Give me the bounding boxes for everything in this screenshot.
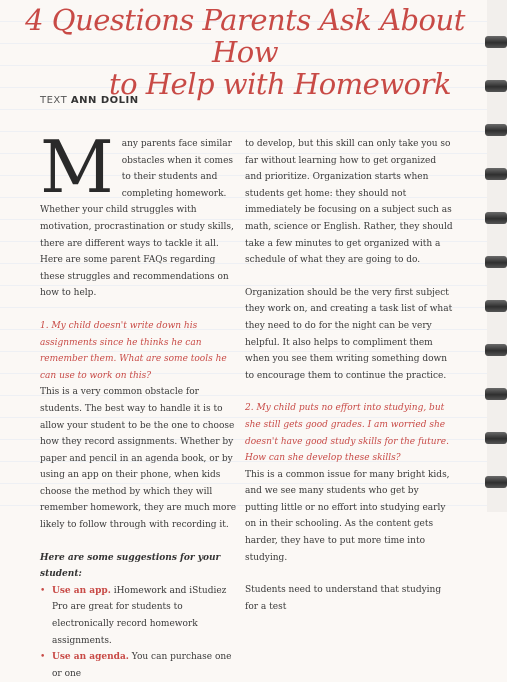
article-title xyxy=(10,4,480,100)
question-2: 2. My child puts no effort into studying, but she still gets good grades. I am worried she doesn't have good study skills for the future. How can she develop these skills? xyxy=(245,403,449,464)
author-name: ANN DOLIN xyxy=(70,95,139,106)
spiral-ring xyxy=(485,124,507,136)
drop-cap: M xyxy=(40,125,114,209)
suggestion-list xyxy=(40,583,237,682)
answer-1: This is a very common obstacle for students. The best way to handle it is to allow your student to be the one to choose how they record assignments. Whether by paper and pencil in an agenda book, or by using an app on their phone, when kids choose the method by which they will remember homework, they are much more likely to follow through with recording it. xyxy=(40,387,237,531)
spiral-ring xyxy=(485,432,507,444)
bullet-icon: • xyxy=(40,585,46,596)
byline-prefix: TEXT xyxy=(40,95,68,106)
intro-text: any parents face similar obstacles when it comes to their students and completing homework. Whether your child struggles with motivation, procrastination or study skills, there are different ways to tackle it all. Here are some parent FAQs regarding these struggles and recommendations on how to help. xyxy=(40,139,234,299)
bullet-icon: • xyxy=(40,652,46,663)
spiral-ring xyxy=(485,300,507,312)
spiral-ring xyxy=(485,168,507,180)
spiral-ring xyxy=(485,344,507,356)
byline xyxy=(40,95,139,106)
right-paragraph-2: Organization should be the very first subject they work on, and creating a task list of what they need to do for the night can be very helpful. It also helps to compliment them when you see them writing something down to encourage them to continue the practice. xyxy=(245,287,453,381)
right-paragraph-1: to develop, but this skill can only take you so far without learning how to get organized and prioritize. Organization starts when students get home: they should not immediately be focusing on a subject such as math, science or English. Rather, they should take a few minutes to get organized with a schedule of what they are going to do. xyxy=(245,139,453,266)
spiral-binding xyxy=(487,0,507,512)
left-column xyxy=(40,125,237,682)
list-item xyxy=(40,583,237,649)
intro-paragraph xyxy=(40,125,237,302)
spiral-ring xyxy=(485,36,507,48)
bullet-lead: Use an agenda. xyxy=(52,652,129,663)
title-line-1: 4 Questions Parents Ask About How xyxy=(25,3,465,69)
right-paragraph-3: Students need to understand that studying for a test xyxy=(245,585,442,612)
list-item xyxy=(40,649,237,682)
spiral-ring xyxy=(485,212,507,224)
question-1: 1. My child doesn't write down his assignments since he thinks he can remember them. What are some tools he can use to work on this? xyxy=(40,320,227,381)
spiral-ring xyxy=(485,256,507,268)
answer-2: This is a common issue for many bright kids, and we see many students who get by putting little or no effort into studying early on in their schooling. As the content gets harder, they have to put more time into studying. xyxy=(245,469,450,563)
bullet-lead: Use an app. xyxy=(52,585,111,596)
right-column xyxy=(245,136,453,615)
spiral-ring xyxy=(485,388,507,400)
bullet-text: iHomework and iStudiez Pro are great for students to electronically record homework assignments. xyxy=(52,585,227,646)
suggestions-heading: Here are some suggestions for your student: xyxy=(40,552,221,580)
title-line-2: to Help with Homework xyxy=(108,67,452,101)
spiral-ring xyxy=(485,476,507,488)
bullet-text: You can purchase one or one xyxy=(52,652,232,679)
spiral-ring xyxy=(485,80,507,92)
